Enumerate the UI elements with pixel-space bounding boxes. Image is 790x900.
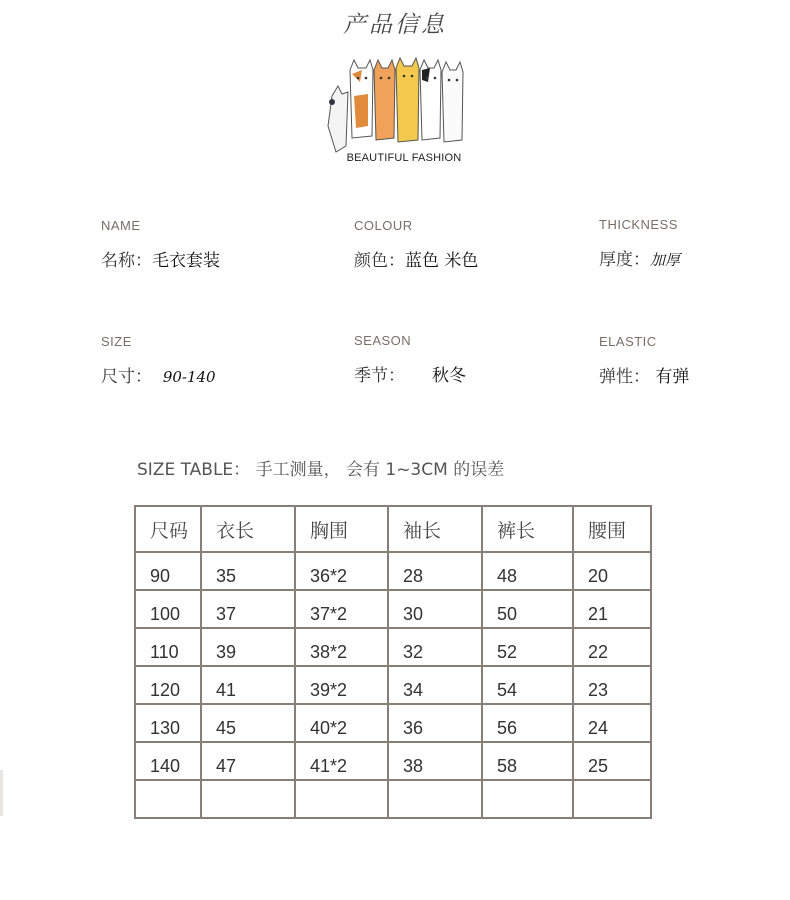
size-table-title: SIZE TABLE： 手工测量， 会有 1~3CM 的误差	[137, 460, 505, 480]
table-cell: 45	[201, 704, 295, 742]
table-cell	[573, 780, 651, 818]
table-cell	[135, 780, 201, 818]
table-cell: 41*2	[295, 742, 388, 780]
table-cell: 120	[135, 666, 201, 704]
table-cell	[295, 780, 388, 818]
info-thickness	[599, 217, 680, 270]
table-row-empty	[135, 780, 651, 818]
table-cell: 41	[201, 666, 295, 704]
info-elastic-label: 弹性：	[599, 367, 650, 387]
info-thickness-label: 厚度：	[599, 250, 650, 270]
table-cell: 50	[482, 590, 573, 628]
info-size-value: 90-140	[162, 368, 216, 386]
header-sleeve-length: 袖长	[388, 506, 482, 552]
info-size-en: SIZE	[101, 334, 132, 349]
table-cell: 20	[573, 552, 651, 590]
info-elastic-value: 有弹	[655, 367, 690, 387]
table-cell: 52	[482, 628, 573, 666]
table-cell: 38	[388, 742, 482, 780]
table-cell: 56	[482, 704, 573, 742]
table-cell: 37	[201, 590, 295, 628]
info-name-label: 名称：	[101, 251, 152, 271]
table-cell: 24	[573, 704, 651, 742]
header-chest: 胸围	[295, 506, 388, 552]
table-cell: 37*2	[295, 590, 388, 628]
info-season-value: 秋冬	[432, 366, 467, 386]
info-thickness-value: 加厚	[650, 251, 681, 269]
table-cell: 140	[135, 742, 201, 780]
info-season-label: 季节：	[354, 366, 405, 386]
header-top-length: 衣长	[201, 506, 295, 552]
table-cell: 58	[482, 742, 573, 780]
size-table-header-row	[135, 506, 651, 552]
table-row	[135, 552, 651, 590]
table-cell: 48	[482, 552, 573, 590]
logo-caption: BEAUTIFUL FASHION	[346, 152, 462, 164]
header-size-code: 尺码	[135, 506, 201, 552]
info-name	[101, 218, 220, 271]
page-title: 产品信息	[343, 12, 447, 38]
info-name-value: 毛衣套装	[152, 251, 220, 271]
size-table	[134, 505, 652, 819]
table-cell: 23	[573, 666, 651, 704]
table-cell: 22	[573, 628, 651, 666]
table-row	[135, 590, 651, 628]
info-elastic	[599, 334, 689, 387]
header-pants-length: 裤长	[482, 506, 573, 552]
table-cell: 25	[573, 742, 651, 780]
table-cell: 130	[135, 704, 201, 742]
header-waist: 腰围	[573, 506, 651, 552]
info-name-en: NAME	[101, 218, 141, 233]
edge-divider	[0, 770, 3, 816]
table-row	[135, 666, 651, 704]
table-row	[135, 704, 651, 742]
table-cell: 100	[135, 590, 201, 628]
info-season	[354, 333, 466, 386]
table-cell: 34	[388, 666, 482, 704]
table-cell: 30	[388, 590, 482, 628]
table-cell: 40*2	[295, 704, 388, 742]
table-cell: 39*2	[295, 666, 388, 704]
table-row	[135, 742, 651, 780]
info-elastic-en: ELASTIC	[599, 334, 657, 349]
info-size	[101, 334, 216, 387]
table-cell: 28	[388, 552, 482, 590]
table-row	[135, 628, 651, 666]
table-cell	[201, 780, 295, 818]
info-colour-value: 蓝色 米色	[405, 251, 479, 271]
table-cell: 90	[135, 552, 201, 590]
table-cell: 35	[201, 552, 295, 590]
info-colour-en: COLOUR	[354, 218, 413, 233]
info-season-en: SEASON	[354, 333, 412, 348]
table-cell: 39	[201, 628, 295, 666]
table-cell: 54	[482, 666, 573, 704]
table-cell: 32	[388, 628, 482, 666]
info-colour	[354, 218, 478, 271]
table-cell: 36*2	[295, 552, 388, 590]
table-cell: 36	[388, 704, 482, 742]
table-cell	[482, 780, 573, 818]
info-thickness-en: THICKNESS	[599, 217, 678, 232]
table-cell	[388, 780, 482, 818]
table-cell: 47	[201, 742, 295, 780]
info-size-label: 尺寸：	[101, 367, 152, 387]
table-cell: 38*2	[295, 628, 388, 666]
table-cell: 21	[573, 590, 651, 628]
info-colour-label: 颜色：	[354, 251, 405, 271]
table-cell: 110	[135, 628, 201, 666]
